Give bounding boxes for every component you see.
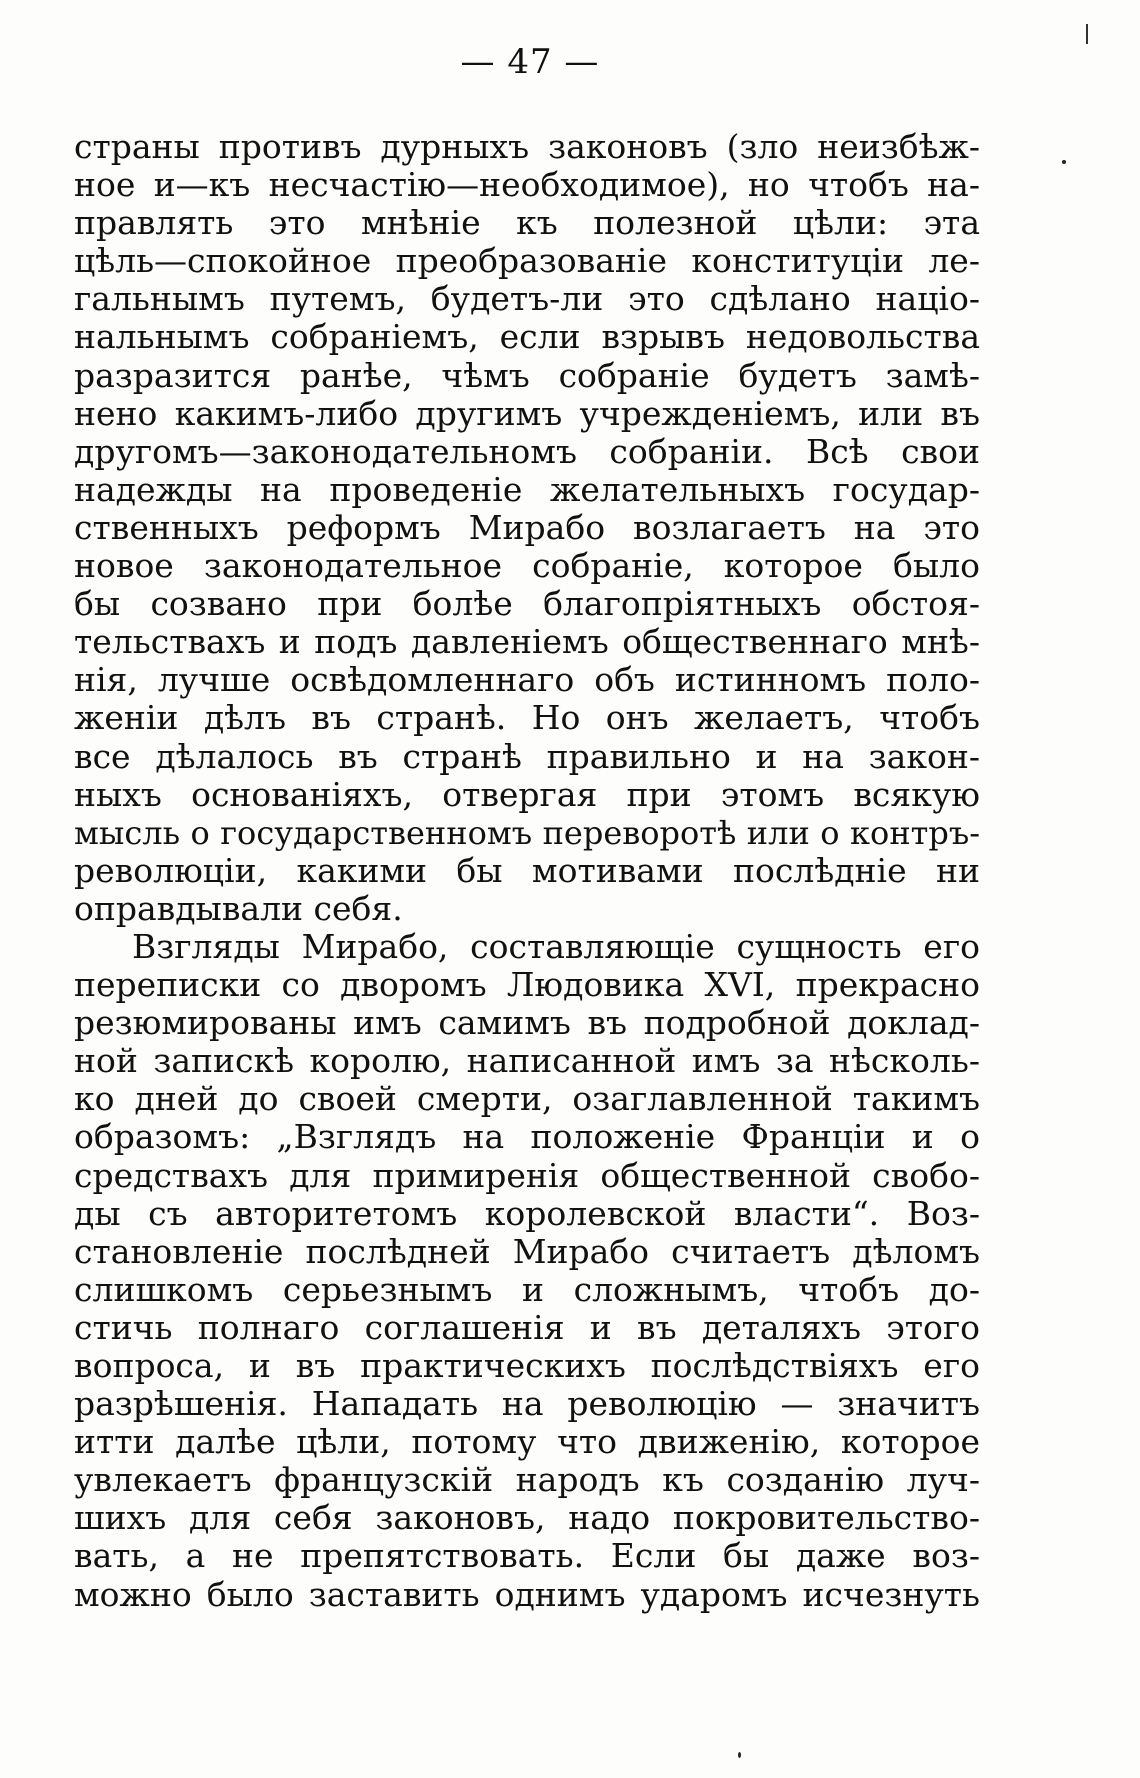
text-line: все дѣлалось въ странѣ правильно и на закон- [74,736,980,776]
text-line: вопроса, и въ практическихъ послѣдствіяхъ его [74,1346,980,1385]
text-line: ное и—къ несчастію—необходимое), но чтобъ на- [74,165,980,205]
text-line: слишкомъ серьезнымъ и сложнымъ, чтобъ до- [74,1269,980,1309]
text-line: резюмированы имъ самимъ въ подробной доклад- [74,1003,980,1043]
scan-speck [1062,160,1066,164]
text-line: женіи дѣлъ въ странѣ. Но онъ желаетъ, чтобъ [74,698,980,738]
text-line: итти далѣе цѣли, потому что движенію, которое [74,1422,980,1462]
text-line: революціи, какими бы мотивами послѣдніе ни [74,850,980,890]
body-text [74,128,980,1614]
text-line: разрѣшенія. Нападать на революцію — значитъ [74,1384,980,1424]
text-line: средствахъ для примиренія общественной свобо- [74,1155,980,1195]
paragraph-2 [74,928,980,1614]
paragraph-1 [74,128,980,928]
text-line: бы созвано при болѣе благопріятныхъ обстоя- [74,584,980,624]
text-line: нальнымъ собраніемъ, если взрывъ недовольства [74,317,980,357]
page-number: — 47 — [460,42,600,82]
scan-edge-mark [1086,24,1088,44]
scan-speck [738,1752,741,1758]
text-line: мысль о государственномъ переворотѣ или о контръ- [74,813,980,852]
text-line: переписки со дворомъ Людовика XVI, прекрасно [74,965,980,1005]
text-line: можно было заставить однимъ ударомъ исчезнуть [74,1574,980,1614]
text-line: тельствахъ и подъ давленіемъ общественнаго мнѣ- [74,622,980,662]
text-line: Взгляды Мирабо, составляющіе сущность его [132,926,980,966]
text-line: новое законодательное собраніе, которое было [74,546,980,586]
text-line: шихъ для себя законовъ, надо покровительство- [74,1498,980,1538]
text-line: правлять это мнѣніе къ полезной цѣли: эта [74,203,980,243]
text-line: вать, а не препятствовать. Если бы даже воз- [74,1536,980,1576]
text-line: нія, лучше освѣдомленнаго объ истинномъ поло- [74,660,980,700]
text-line: ныхъ основаніяхъ, отвергая при этомъ всякую [74,774,980,814]
text-line: гальнымъ путемъ, будетъ-ли это сдѣлано націо- [74,279,980,319]
text-line: цѣль—спокойное преобразованіе конституціи ле- [74,241,980,281]
text-line: разразится ранѣе, чѣмъ собраніе будетъ замѣ- [74,355,980,395]
text-line: другомъ—законодательномъ собраніи. Всѣ свои [74,431,980,471]
text-line: ды съ авторитетомъ королевской власти“. Воз- [74,1193,980,1233]
text-line: стичь полнаго соглашенія и въ деталяхъ этого [74,1307,980,1347]
text-line: образомъ: „Взглядъ на положеніе Франціи и о [74,1117,980,1157]
text-line: надежды на проведеніе желательныхъ государ- [74,469,980,509]
text-line: нено какимъ-либо другимъ учрежденіемъ, или въ [74,393,980,433]
text-line: страны противъ дурныхъ законовъ (зло неизбѣж- [74,127,980,166]
text-line: ной запискѣ королю, написанной имъ за нѣсколь- [74,1041,980,1081]
text-line: увлекаетъ французскій народъ къ созданію луч- [74,1460,980,1500]
text-line: оправдывали себя. [74,888,403,928]
text-line: ственныхъ реформъ Мирабо возлагаетъ на это [74,507,980,547]
text-line: ко дней до своей смерти, озаглавленной такимъ [74,1079,980,1119]
text-line: становленіе послѣдней Мирабо считаетъ дѣломъ [74,1231,980,1271]
